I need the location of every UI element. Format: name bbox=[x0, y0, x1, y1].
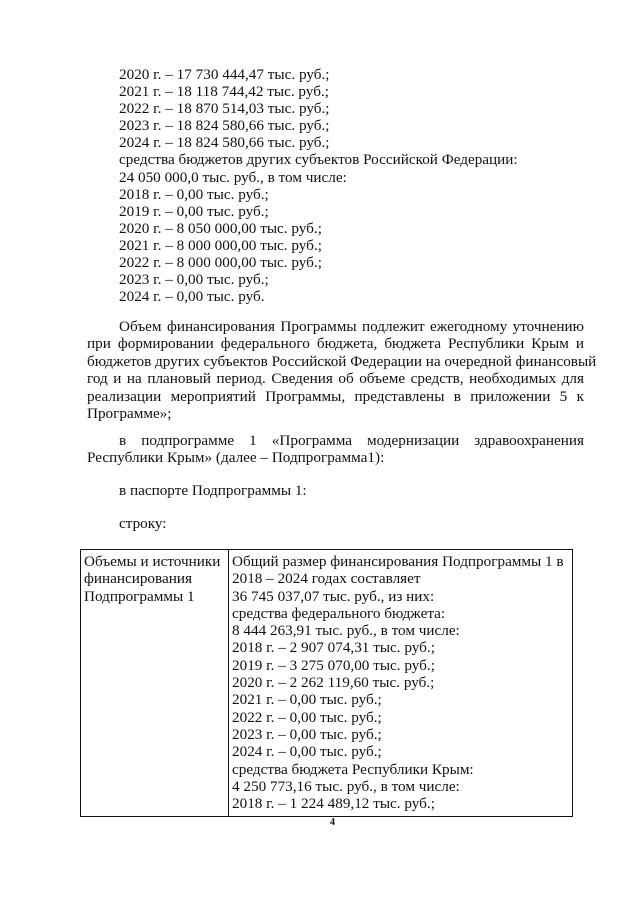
cell-line: финансирования bbox=[84, 570, 192, 588]
cell-line: 8 444 263,91 тыс. руб., в том числе: bbox=[232, 622, 460, 640]
paragraph-line: реализации мероприятий Программы, представлены в приложении 5 к bbox=[87, 387, 584, 405]
cell-line: 2018 г. – 2 907 074,31 тыс. руб.; bbox=[232, 639, 435, 657]
cell-line: 2024 г. – 0,00 тыс. руб.; bbox=[232, 743, 382, 761]
financing-table bbox=[80, 549, 573, 817]
funding-years-list bbox=[119, 66, 518, 305]
paragraph-line: год и на плановый период. Сведения об объеме средств, необходимых для bbox=[87, 370, 584, 388]
list-line: 2021 г. – 8 000 000,00 тыс. руб.; bbox=[119, 236, 322, 254]
row-line: строку: bbox=[119, 515, 167, 532]
cell-line: 2021 г. – 0,00 тыс. руб.; bbox=[232, 691, 382, 709]
list-line: 2024 г. – 18 824 580,66 тыс. руб.; bbox=[119, 134, 330, 152]
list-line: 2023 г. – 18 824 580,66 тыс. руб.; bbox=[119, 117, 330, 135]
passport-line: в паспорте Подпрограммы 1: bbox=[119, 482, 307, 499]
cell-line: 2019 г. – 3 275 070,00 тыс. руб.; bbox=[232, 656, 435, 674]
list-line: 2020 г. – 8 050 000,00 тыс. руб.; bbox=[119, 219, 322, 237]
cell-line: 2018 г. – 1 224 489,12 тыс. руб.; bbox=[232, 795, 435, 813]
paragraph-line: Программе»; bbox=[87, 405, 172, 423]
paragraph-line: Республики Крым» (далее – Подпрограмма1): bbox=[87, 449, 385, 467]
cell-line: 2018 – 2024 годах составляет bbox=[232, 570, 421, 588]
list-line: средства бюджетов других субъектов Российской Федерации: bbox=[119, 151, 518, 169]
list-line: 2019 г. – 0,00 тыс. руб.; bbox=[119, 202, 269, 220]
page-number: 4 bbox=[330, 817, 335, 828]
list-line: 2022 г. – 8 000 000,00 тыс. руб.; bbox=[119, 254, 322, 272]
cell-line: Общий размер финансирования Подпрограммы 1 в bbox=[232, 553, 564, 570]
cell-line: 2022 г. – 0,00 тыс. руб.; bbox=[232, 708, 382, 726]
paragraph-line: бюджетов других субъектов Российской Федерации на очередной финансовый bbox=[87, 352, 597, 370]
table-cell-label bbox=[81, 550, 229, 817]
table-row bbox=[81, 550, 573, 817]
cell-line: средства бюджета Республики Крым: bbox=[232, 760, 474, 778]
paragraph-line: Объем финансирования Программы подлежит ежегодному уточнению bbox=[119, 318, 584, 335]
list-line: 24 050 000,0 тыс. руб., в том числе: bbox=[119, 168, 347, 186]
subprogram-paragraph bbox=[87, 432, 584, 467]
list-line: 2020 г. – 17 730 444,47 тыс. руб.; bbox=[119, 66, 330, 83]
cell-line: 2023 г. – 0,00 тыс. руб.; bbox=[232, 725, 382, 743]
paragraph-line: при формировании федерального бюджета, бюджета Республики Крым и bbox=[87, 335, 584, 353]
paragraph-line: в подпрограмме 1 «Программа модернизации здравоохранения bbox=[119, 432, 584, 449]
list-line: 2024 г. – 0,00 тыс. руб. bbox=[119, 288, 265, 306]
cell-line: Объемы и источники bbox=[84, 553, 221, 570]
cell-line: 36 745 037,07 тыс. руб., из них: bbox=[232, 587, 435, 605]
list-line: 2021 г. – 18 118 744,42 тыс. руб.; bbox=[119, 83, 329, 101]
cell-line: 4 250 773,16 тыс. руб., в том числе: bbox=[232, 777, 460, 795]
cell-line: Подпрограммы 1 bbox=[84, 587, 195, 605]
financing-paragraph bbox=[87, 318, 597, 423]
list-line: 2023 г. – 0,00 тыс. руб.; bbox=[119, 271, 269, 289]
cell-line: средства федерального бюджета: bbox=[232, 604, 446, 622]
list-line: 2018 г. – 0,00 тыс. руб.; bbox=[119, 185, 269, 203]
cell-line: 2020 г. – 2 262 119,60 тыс. руб.; bbox=[232, 674, 435, 692]
table-cell-value bbox=[229, 550, 573, 817]
list-line: 2022 г. – 18 870 514,03 тыс. руб.; bbox=[119, 100, 330, 118]
